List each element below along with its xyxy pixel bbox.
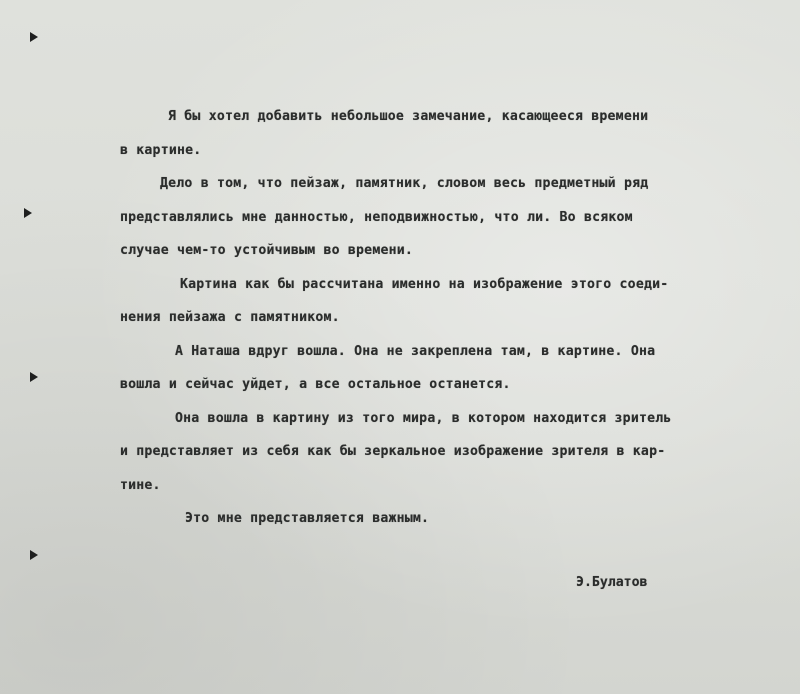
- text-line: Дело в том, что пейзаж, памятник, словом весь предметный ряд: [160, 176, 649, 191]
- text-line: нения пейзажа с памятником.: [120, 310, 340, 325]
- text-line: случае чем-то устойчивым во времени.: [120, 243, 414, 258]
- text-line: в картине.: [120, 142, 202, 158]
- text-line: Картина как бы рассчитана именно на изображение этого соеди-: [180, 276, 669, 292]
- punch-hole-mark: [30, 32, 38, 42]
- text-line: А Наташа вдруг вошла. Она не закреплена там, в картине. Она: [175, 343, 656, 359]
- text-line: Я бы хотел добавить небольшое замечание, касающееся времени: [168, 109, 649, 124]
- signature: Э.Булатов: [576, 575, 648, 590]
- document-body: [120, 100, 765, 536]
- text-line: представлялись мне данностью, неподвижностью, что ли. Во всяком: [120, 209, 633, 225]
- text-line: вошла и сейчас уйдет, а все остальное останется.: [120, 377, 511, 392]
- punch-hole-mark: [30, 372, 38, 382]
- text-line: тине.: [120, 477, 161, 493]
- text-line: и представляет из себя как бы зеркальное изображение зрителя в кар-: [120, 444, 666, 459]
- punch-hole-mark: [24, 208, 32, 218]
- text-line: Она вошла в картину из того мира, в котором находится зритель: [175, 410, 672, 426]
- text-line: Это мне представляется важным.: [185, 511, 430, 526]
- punch-hole-mark: [30, 550, 38, 560]
